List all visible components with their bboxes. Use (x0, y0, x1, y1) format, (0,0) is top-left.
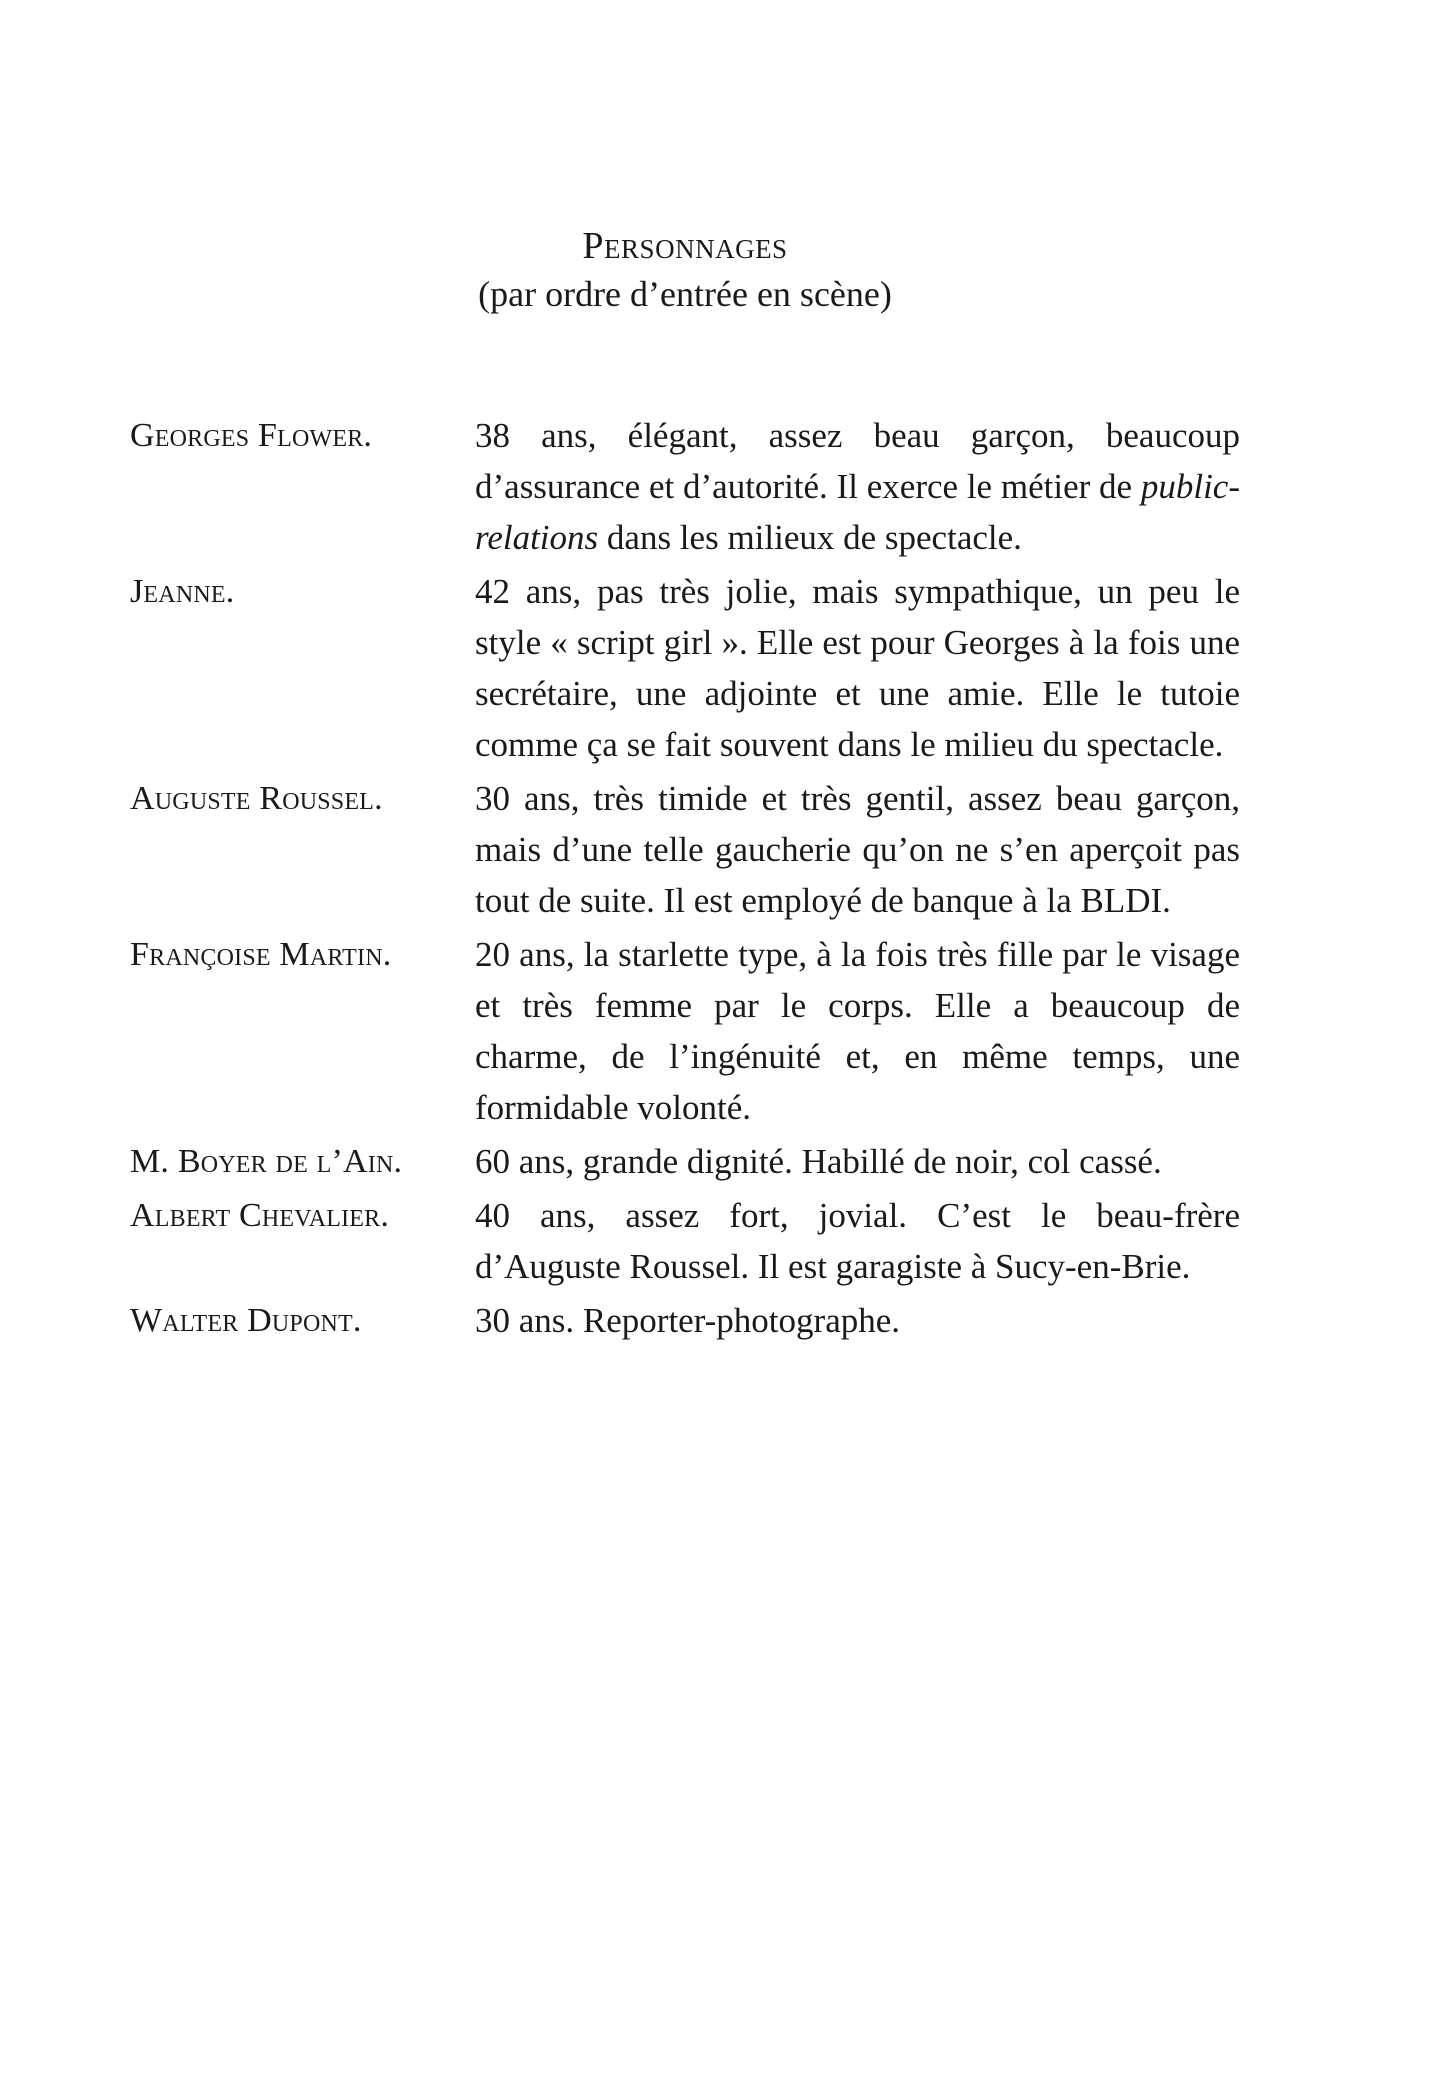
character-name: Albert Chevalier. (130, 1197, 390, 1234)
description-text: 42 ans, pas très jolie, mais sympathique, un peu le style « script girl ». Elle est pour Georges à la fois une secrétaire, une adjointe et une amie. Elle le tutoie comme ça se fait souvent dans le milieu du spectacle. (475, 572, 1240, 764)
description-text: 30 ans, très timide et très gentil, assez beau garçon, mais d’une telle gaucherie qu’on ne s’en aperçoit pas tout de suite. Il est employé de banque à la BLDI. (475, 779, 1240, 920)
description-text: 60 ans, grande dignité. Habillé de noir, col cassé. (475, 1142, 1162, 1181)
character-name: Jeanne. (130, 573, 235, 610)
description-text-end: dans les milieux de spectacle. (598, 518, 1022, 557)
page-subtitle: (par ordre d’entrée en scène) (478, 274, 892, 314)
heading (0, 222, 1370, 318)
page-title: Personnages (582, 225, 788, 267)
cast-entry-georges-flower (130, 410, 1240, 563)
cast-entry-walter-dupont (130, 1295, 1240, 1346)
character-description (475, 566, 1240, 770)
cast-entry-francoise-martin (130, 929, 1240, 1133)
cast-list (130, 410, 1240, 1349)
description-text: 38 ans, élégant, assez beau garçon, beaucoup d’assurance et d’autorité. Il exerce le métier de (475, 416, 1240, 506)
character-description (475, 1295, 1240, 1346)
cast-entry-auguste-roussel (130, 773, 1240, 926)
character-name: Georges Flower. (130, 417, 373, 454)
character-name: Auguste Roussel. (130, 780, 383, 817)
description-text: 20 ans, la starlette type, à la fois très fille par le visage et très femme par le corps. Elle a beaucoup de charme, de l’ingénuité et, en même temps, une formidable volonté. (475, 935, 1240, 1127)
character-description (475, 773, 1240, 926)
character-description (475, 1190, 1240, 1292)
character-description (475, 1136, 1240, 1187)
character-name: M. Boyer de l’Ain. (130, 1143, 403, 1180)
character-name: Françoise Martin. (130, 936, 392, 973)
description-text: 40 ans, assez fort, jovial. C’est le beau-frère d’Auguste Roussel. Il est garagiste à Sucy-en-Brie. (475, 1196, 1240, 1286)
character-description (475, 410, 1240, 563)
cast-entry-boyer-de-lain (130, 1136, 1240, 1187)
character-name: Walter Dupont. (130, 1302, 362, 1339)
character-description (475, 929, 1240, 1133)
cast-entry-jeanne (130, 566, 1240, 770)
cast-entry-albert-chevalier (130, 1190, 1240, 1292)
description-italic: public-relations (475, 467, 1240, 557)
description-text: 30 ans. Reporter-photographe. (475, 1301, 901, 1340)
